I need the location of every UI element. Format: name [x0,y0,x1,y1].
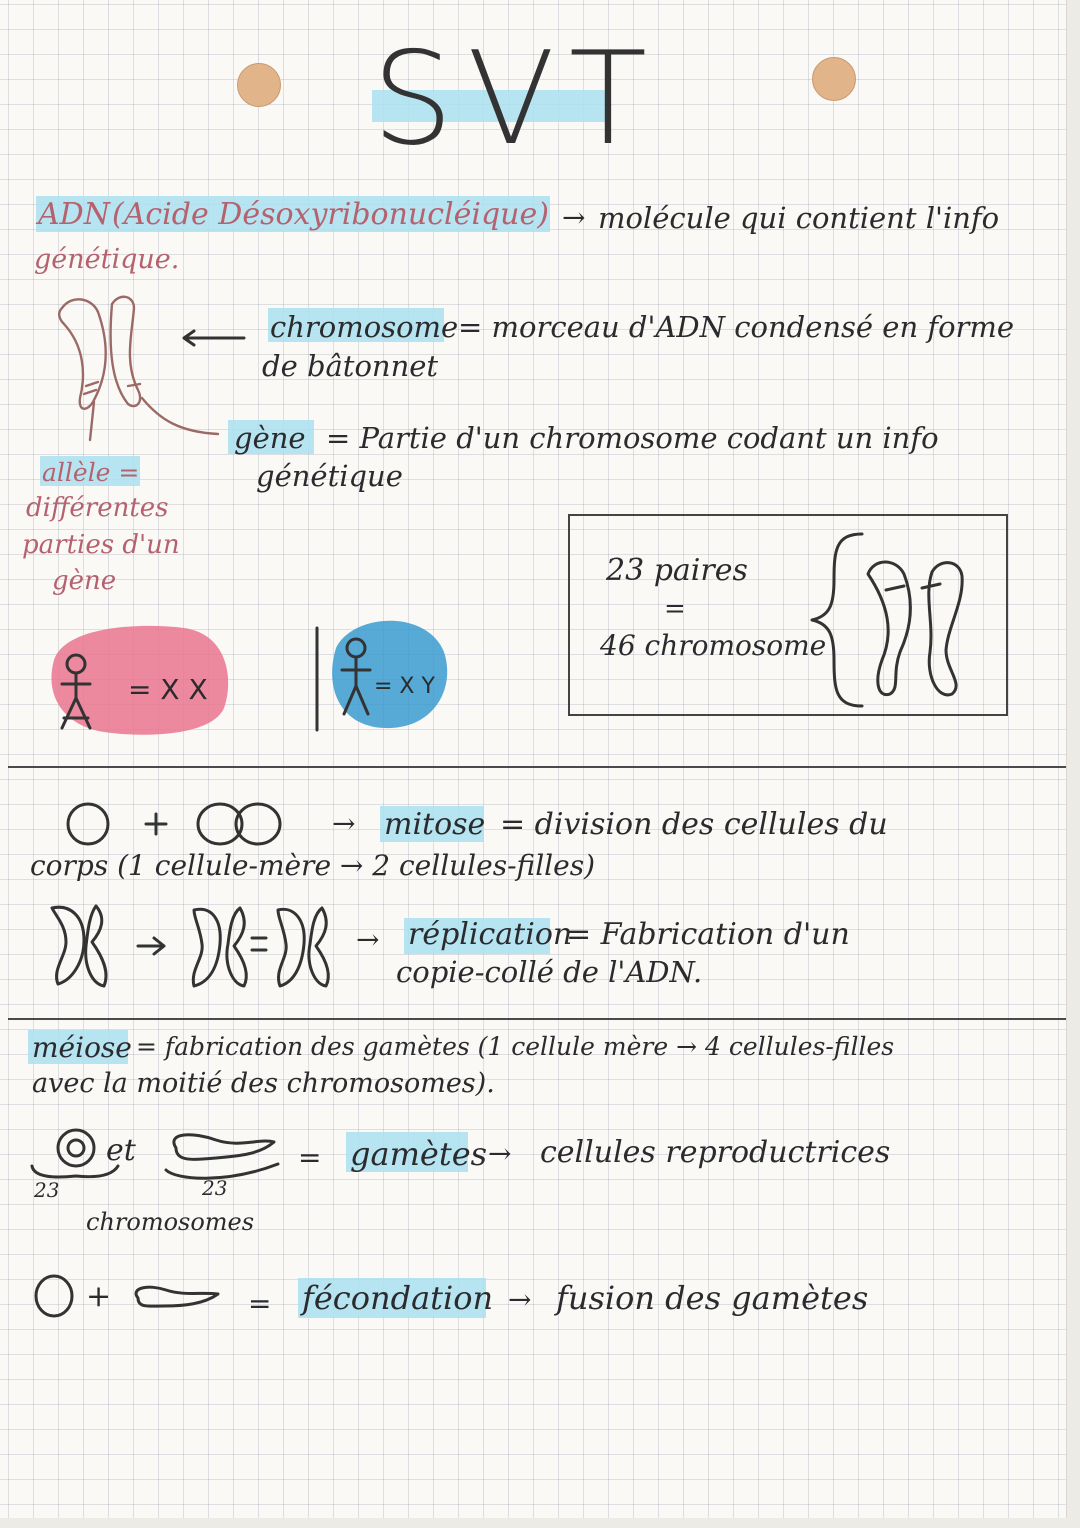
gametes-icons [26,1124,286,1186]
female-label: = X X [128,673,208,706]
adn-expansion: (Acide Désoxyribonucléique) [112,197,549,232]
mitose-definition: = division des cellules du [500,807,888,842]
allele-line-2: parties d'un [22,530,180,560]
page-edge-right [1066,0,1080,1528]
chromosome-definition: = morceau d'ADN condensé en forme [458,310,1015,344]
binder-hole-left [237,63,281,107]
male-figure-icon [336,636,376,720]
gametes-term: gamètes [350,1135,488,1173]
gene-term: gène [234,421,306,455]
gametes-et: et [106,1133,136,1168]
chromosome-pair-icon [860,556,972,698]
section-divider-2 [8,1018,1066,1020]
fecondation-term: fécondation [302,1279,494,1317]
chromosome-arrow [178,328,248,348]
gene-definition-cont: génétique [256,459,403,493]
meiose-definition-cont: avec la moitié des chromosomes). [32,1068,495,1099]
allele-line-1: différentes [26,493,169,523]
adn-term: ADN [38,197,110,232]
meiose-definition: = fabrication des gamètes (1 cellule mère → 4 cellules-filles [136,1032,895,1061]
gametes-caption: chromosomes [86,1208,255,1236]
gene-definition: = Partie d'un chromosome codant un info [326,421,939,455]
allele-term: allèle = [42,458,140,487]
male-label: = X Y [374,674,435,699]
female-figure-icon [56,652,96,736]
adn-definition-cont: génétique. [34,244,180,275]
chromosome-term: chromosome [270,310,459,344]
sex-divider [312,624,322,734]
gametes-equals: = [298,1141,322,1174]
fecondation-equals: = [248,1287,272,1320]
gametes-count-2: 23 [202,1176,228,1200]
pairs-line-2: 46 chromosome [600,629,827,662]
mitose-definition-cont: corps (1 cellule-mère → 2 cellules-filles) [30,849,595,882]
mitose-cells-icon [62,800,292,850]
adn-definition: molécule qui contient l'info [598,201,1000,235]
fecondation-definition: fusion des gamètes [556,1279,869,1317]
gametes-definition: cellules reproductrices [540,1135,891,1170]
replication-arrow: → [356,923,380,956]
page-title: SVT [372,25,661,174]
section-divider-1 [8,766,1066,768]
gametes-count-1: 23 [34,1178,60,1202]
replication-definition: = Fabrication d'un [566,917,850,952]
fecondation-icons [34,1270,224,1324]
pairs-equals: = [664,594,686,624]
replication-chromosomes-icon [44,900,334,992]
fecondation-plus: + [86,1279,112,1314]
adn-arrow: → [562,201,586,234]
gametes-arrow: → [488,1137,512,1170]
replication-definition-cont: copie-collé de l'ADN. [396,955,703,989]
fecondation-arrow: → [508,1283,532,1316]
chromosome-drawing [50,290,220,450]
replication-term: réplication [408,917,573,952]
chromosome-definition-cont: de bâtonnet [262,349,439,383]
binder-hole-right [812,57,856,101]
pairs-line-1: 23 paires [606,553,748,588]
mitose-term: mitose [384,807,486,842]
mitose-arrow: → [332,807,356,840]
meiose-term: méiose [32,1031,132,1064]
page-edge-bottom [0,1518,1080,1528]
allele-line-3: gène [52,566,117,596]
